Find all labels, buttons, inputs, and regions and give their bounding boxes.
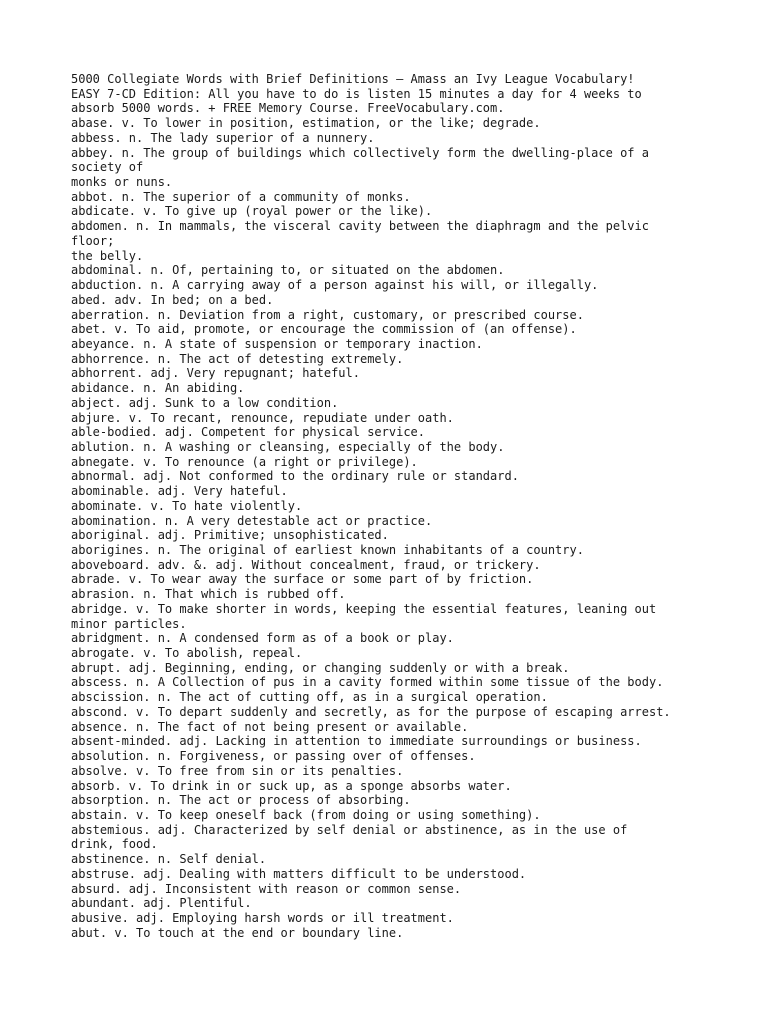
document-text-line: abhorrence. n. The act of detesting extremely.	[71, 351, 404, 366]
document-text-line: abbey. n. The group of buildings which collectively form the dwelling-place of a	[71, 145, 649, 160]
document-text-line: aboriginal. adj. Primitive; unsophisticated.	[71, 528, 389, 543]
document-text-line: abrupt. adj. Beginning, ending, or changing suddenly or with a break.	[71, 660, 570, 675]
document-text-line: absorption. n. The act or process of absorbing.	[71, 793, 411, 808]
document-text-line: abidance. n. An abiding.	[71, 381, 245, 396]
document-text-line: monks or nuns.	[71, 175, 173, 190]
document-text-line: absent-minded. adj. Lacking in attention to immediate surroundings or business.	[71, 734, 642, 749]
document-text-line: abnegate. v. To renounce (a right or privilege).	[71, 454, 418, 469]
document-text-line: absence. n. The fact of not being present or available.	[71, 719, 469, 734]
document-text-line: absorb 5000 words. + FREE Memory Course. FreeVocabulary.com.	[71, 101, 505, 116]
document-text-line: abstinence. n. Self denial.	[71, 852, 267, 867]
document-text-line: abeyance. n. A state of suspension or temporary inaction.	[71, 336, 483, 351]
document-text-line: abet. v. To aid, promote, or encourage the commission of (an offense).	[71, 322, 577, 337]
document-text-line: abut. v. To touch at the end or boundary line.	[71, 925, 404, 940]
document-text-line: abbot. n. The superior of a community of monks.	[71, 189, 411, 204]
document-text-line: abdominal. n. Of, pertaining to, or situated on the abdomen.	[71, 263, 505, 278]
document-text-line: abscission. n. The act of cutting off, as in a surgical operation.	[71, 690, 548, 705]
document-text-line: abridge. v. To make shorter in words, keeping the essential features, leaning out	[71, 601, 657, 616]
document-text-line: abstruse. adj. Dealing with matters difficult to be understood.	[71, 866, 527, 881]
document-text-line: abrogate. v. To abolish, repeal.	[71, 646, 303, 661]
document-page	[71, 72, 751, 940]
document-title-line: 5000 Collegiate Words with Brief Definitions – Amass an Ivy League Vocabulary!	[71, 72, 635, 86]
document-text-line: absolution. n. Forgiveness, or passing over of offenses.	[71, 749, 476, 764]
document-text-line: EASY 7-CD Edition: All you have to do is listen 15 minutes a day for 4 weeks to	[71, 86, 642, 101]
document-text-line: ablution. n. A washing or cleansing, especially of the body.	[71, 439, 505, 454]
document-text-line: abstemious. adj. Characterized by self denial or abstinence, as in the use of	[71, 822, 628, 837]
document-text-line: abominate. v. To hate violently.	[71, 498, 303, 513]
document-text-line: aborigines. n. The original of earliest known inhabitants of a country.	[71, 543, 584, 557]
document-text-line: the belly.	[71, 248, 144, 263]
document-text-line: floor;	[71, 233, 115, 248]
document-text-line: abhorrent. adj. Very repugnant; hateful.	[71, 366, 360, 381]
document-text-line: abed. adv. In bed; on a bed.	[71, 292, 274, 307]
document-text-line: aboveboard. adv. &. adj. Without concealment, fraud, or trickery.	[71, 557, 541, 572]
document-text-line: abrasion. n. That which is rubbed off.	[71, 587, 346, 602]
document-text-line: abase. v. To lower in position, estimation, or the like; degrade.	[71, 116, 541, 131]
document-text-line: abscond. v. To depart suddenly and secretly, as for the purpose of escaping arrest.	[71, 704, 671, 719]
document-text-line: abscess. n. A Collection of pus in a cavity formed within some tissue of the body.	[71, 675, 664, 690]
document-text-line: abrade. v. To wear away the surface or some part of by friction.	[71, 572, 534, 587]
document-text-line: able-bodied. adj. Competent for physical service.	[71, 425, 426, 440]
document-text-line: abbess. n. The lady superior of a nunnery.	[71, 130, 375, 145]
document-text-line: society of	[71, 160, 144, 175]
document-text-line: abnormal. adj. Not conformed to the ordinary rule or standard.	[71, 469, 519, 484]
document-text-line: abject. adj. Sunk to a low condition.	[71, 395, 339, 410]
document-text-line: abridgment. n. A condensed form as of a book or play.	[71, 631, 454, 646]
document-text-line: abusive. adj. Employing harsh words or ill treatment.	[71, 910, 454, 925]
document-text-line: abjure. v. To recant, renounce, repudiate under oath.	[71, 410, 454, 425]
document-text-line: abomination. n. A very detestable act or practice.	[71, 513, 433, 528]
document-text-line: abstain. v. To keep oneself back (from doing or using something).	[71, 807, 541, 822]
document-text-line: aberration. n. Deviation from a right, customary, or prescribed course.	[71, 307, 584, 322]
document-text-line: absorb. v. To drink in or suck up, as a sponge absorbs water.	[71, 778, 512, 793]
document-text-line: abdomen. n. In mammals, the visceral cavity between the diaphragm and the pelvic	[71, 219, 649, 234]
document-text-line: absurd. adj. Inconsistent with reason or common sense.	[71, 881, 462, 896]
document-text-line: abdicate. v. To give up (royal power or the like).	[71, 204, 433, 219]
document-text-line: absolve. v. To free from sin or its penalties.	[71, 763, 404, 778]
document-text-line: abundant. adj. Plentiful.	[71, 896, 252, 911]
document-text-line: minor particles.	[71, 616, 187, 631]
document-text-line: abominable. adj. Very hateful.	[71, 484, 288, 499]
document-text-line: abduction. n. A carrying away of a person against his will, or illegally.	[71, 278, 599, 293]
document-text-line: drink, food.	[71, 837, 158, 852]
